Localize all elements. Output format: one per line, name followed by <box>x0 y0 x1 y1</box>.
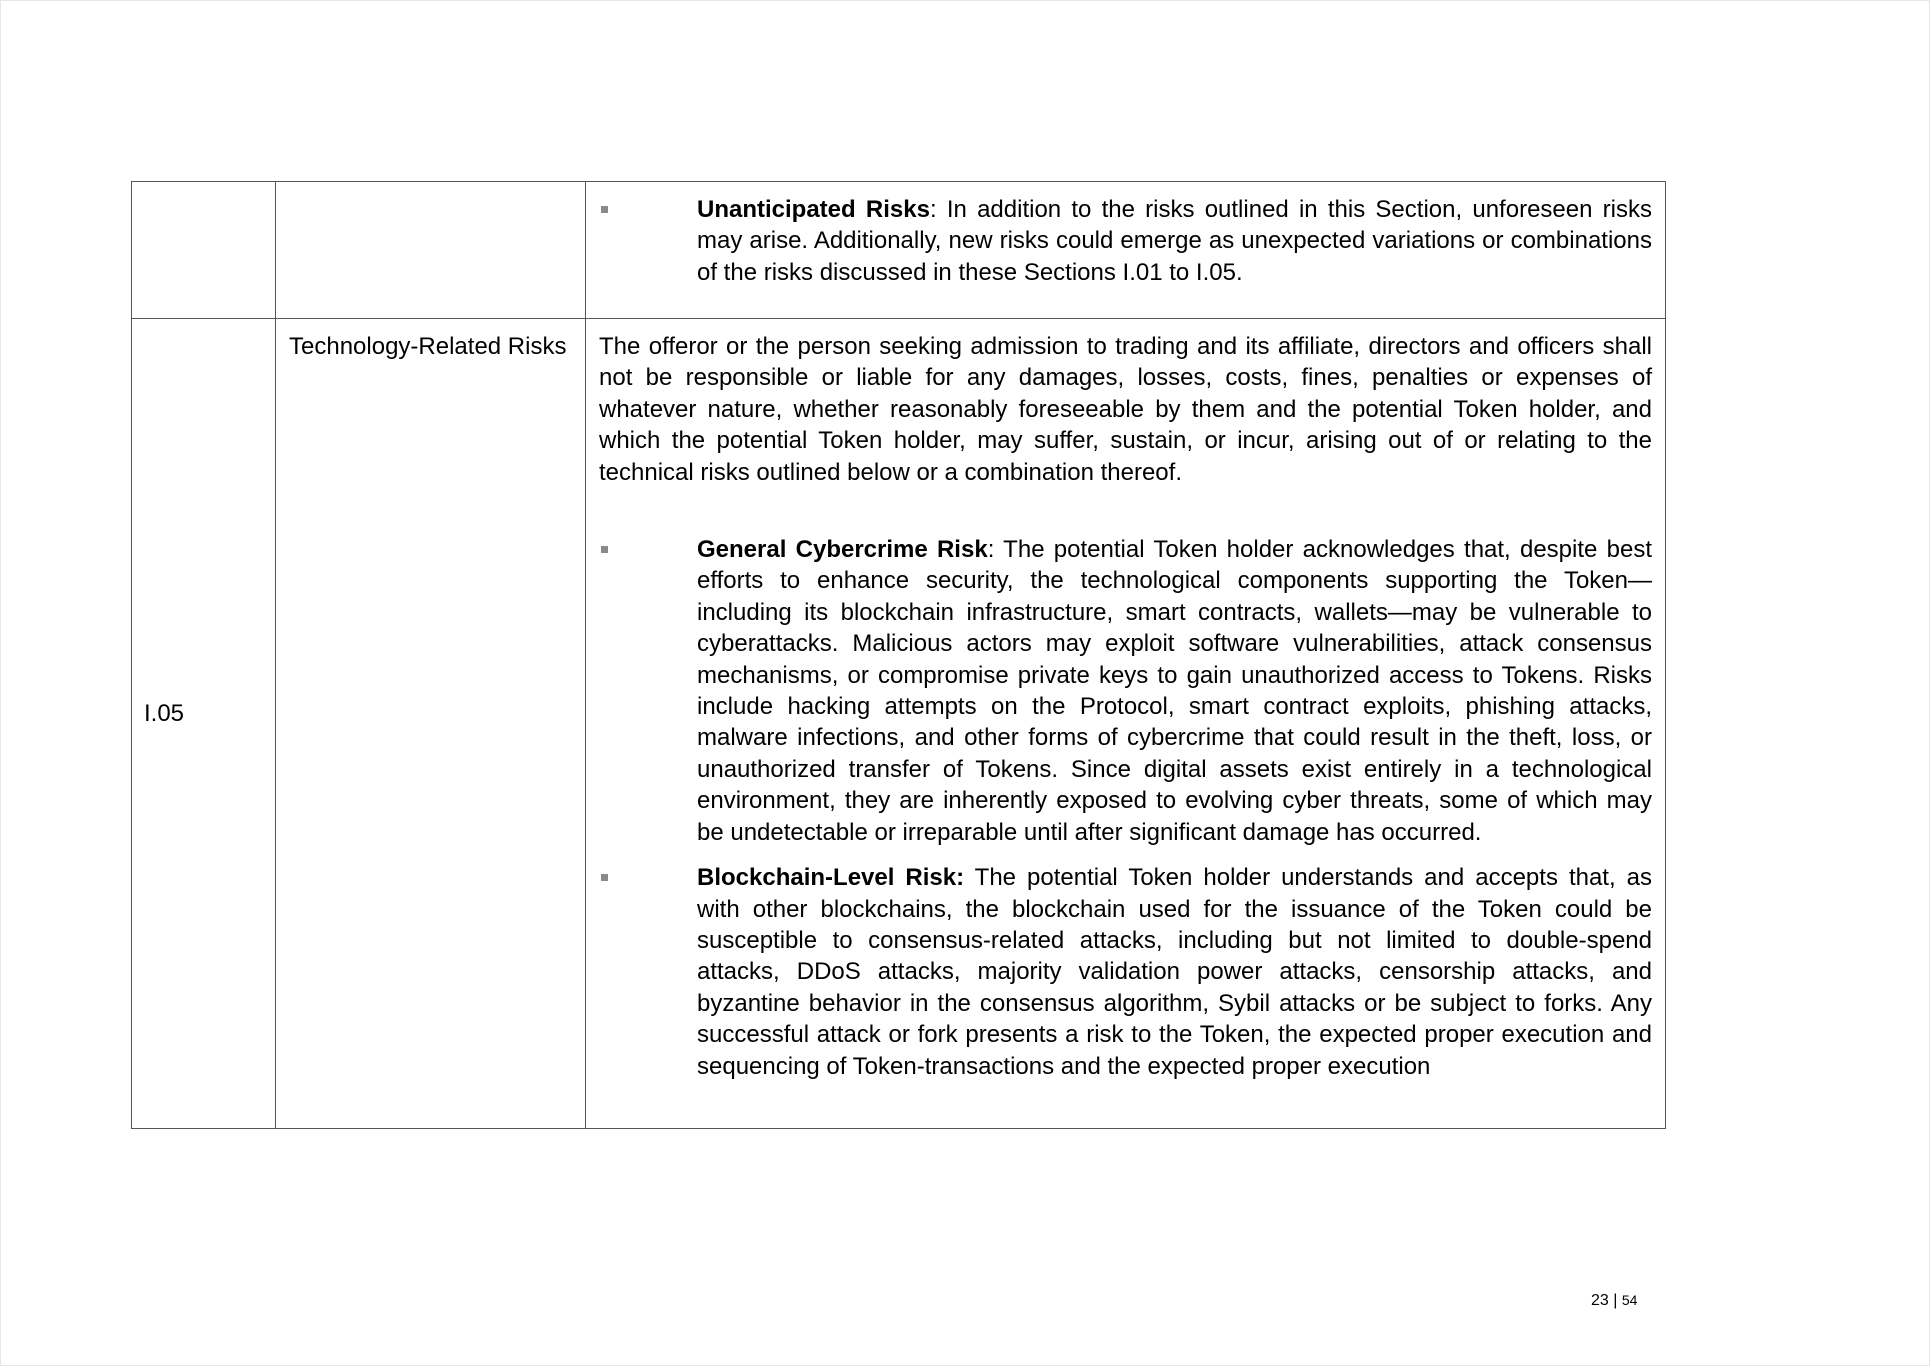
section-heading: Technology-Related Risks <box>289 333 567 360</box>
bullet-item-general-cybercrime-risk <box>599 534 1652 848</box>
bullet-item-blockchain-level-risk <box>599 862 1652 1082</box>
square-bullet-icon <box>601 206 608 213</box>
bullet-text: : In addition to the risks outlined in this Section, unforeseen risks may arise. Additionally, new risks could emerge as unexpected variations or combinations of the risks discussed in these Sections I.01 to I.05. <box>697 196 1652 286</box>
risk-factors-table <box>131 181 1666 1129</box>
section-heading-cell-empty <box>276 182 586 319</box>
section-number-cell <box>132 319 276 1129</box>
section-number-cell-empty <box>132 182 276 319</box>
table-row <box>132 182 1666 319</box>
page-separator: | <box>1613 1292 1618 1309</box>
bullet-text: The potential Token holder understands and accepts that, as with other blockchains, the blockchain used for the issuance of the Token could be susceptible to consensus-related attacks, including but not limited to double-spend attacks, DDoS attacks, majority validation power attacks, censorship attacks, and byzantine behavior in the consensus algorithm, Sybil attacks or be subject to forks. Any successful attack or fork presents a risk to the Token, the expected proper execution and sequencing of Token-transactions and the expected proper execution <box>697 864 1652 1080</box>
bullet-item-unanticipated-risks <box>599 194 1652 288</box>
content-cell <box>586 182 1666 319</box>
page-total: 54 <box>1621 1292 1638 1308</box>
bullet-title: Blockchain-Level Risk: <box>697 864 965 892</box>
bullet-text: : The potential Token holder acknowledges that, despite best efforts to enhance security, the technological components supporting the Token—including its blockchain infrastructure, smart contracts, wallets—may be vulnerable to cyberattacks. Malicious actors may exploit software vulnerabilities, attack consensus mechanisms, or compromise private keys to gain unauthorized access to Tokens. Risks include hacking attempts on the Protocol, smart contract exploits, phishing attacks, malware infections, and other forms of cybercrime that could result in the theft, loss, or unauthorized transfer of Tokens. Since digital assets exist entirely in a technological environment, they are inherently exposed to evolving cyber threats, some of which may be undetectable or irreparable until after significant damage has occurred. <box>697 536 1653 846</box>
page-current: 23 <box>1591 1292 1609 1309</box>
page-number <box>1591 1290 1637 1311</box>
section-number: I.05 <box>144 699 185 727</box>
bullet-title: Unanticipated Risks <box>697 196 930 223</box>
square-bullet-icon <box>601 874 608 881</box>
section-heading-cell <box>276 319 586 1129</box>
content-cell <box>586 319 1666 1129</box>
table-row <box>132 319 1666 1129</box>
intro-paragraph: The offeror or the person seeking admission to trading and its affiliate, directors and officers shall not be responsible or liable for any damages, losses, costs, fines, penalties or expenses of whatever nature, whether reasonably foreseeable by them and the potential Token holder, and which the potential Token holder, may suffer, sustain, or incur, arising out of or relating to the technical risks outlined below or a combination thereof. <box>599 333 1652 486</box>
bullet-title: General Cybercrime Risk <box>697 536 988 564</box>
square-bullet-icon <box>601 546 608 553</box>
